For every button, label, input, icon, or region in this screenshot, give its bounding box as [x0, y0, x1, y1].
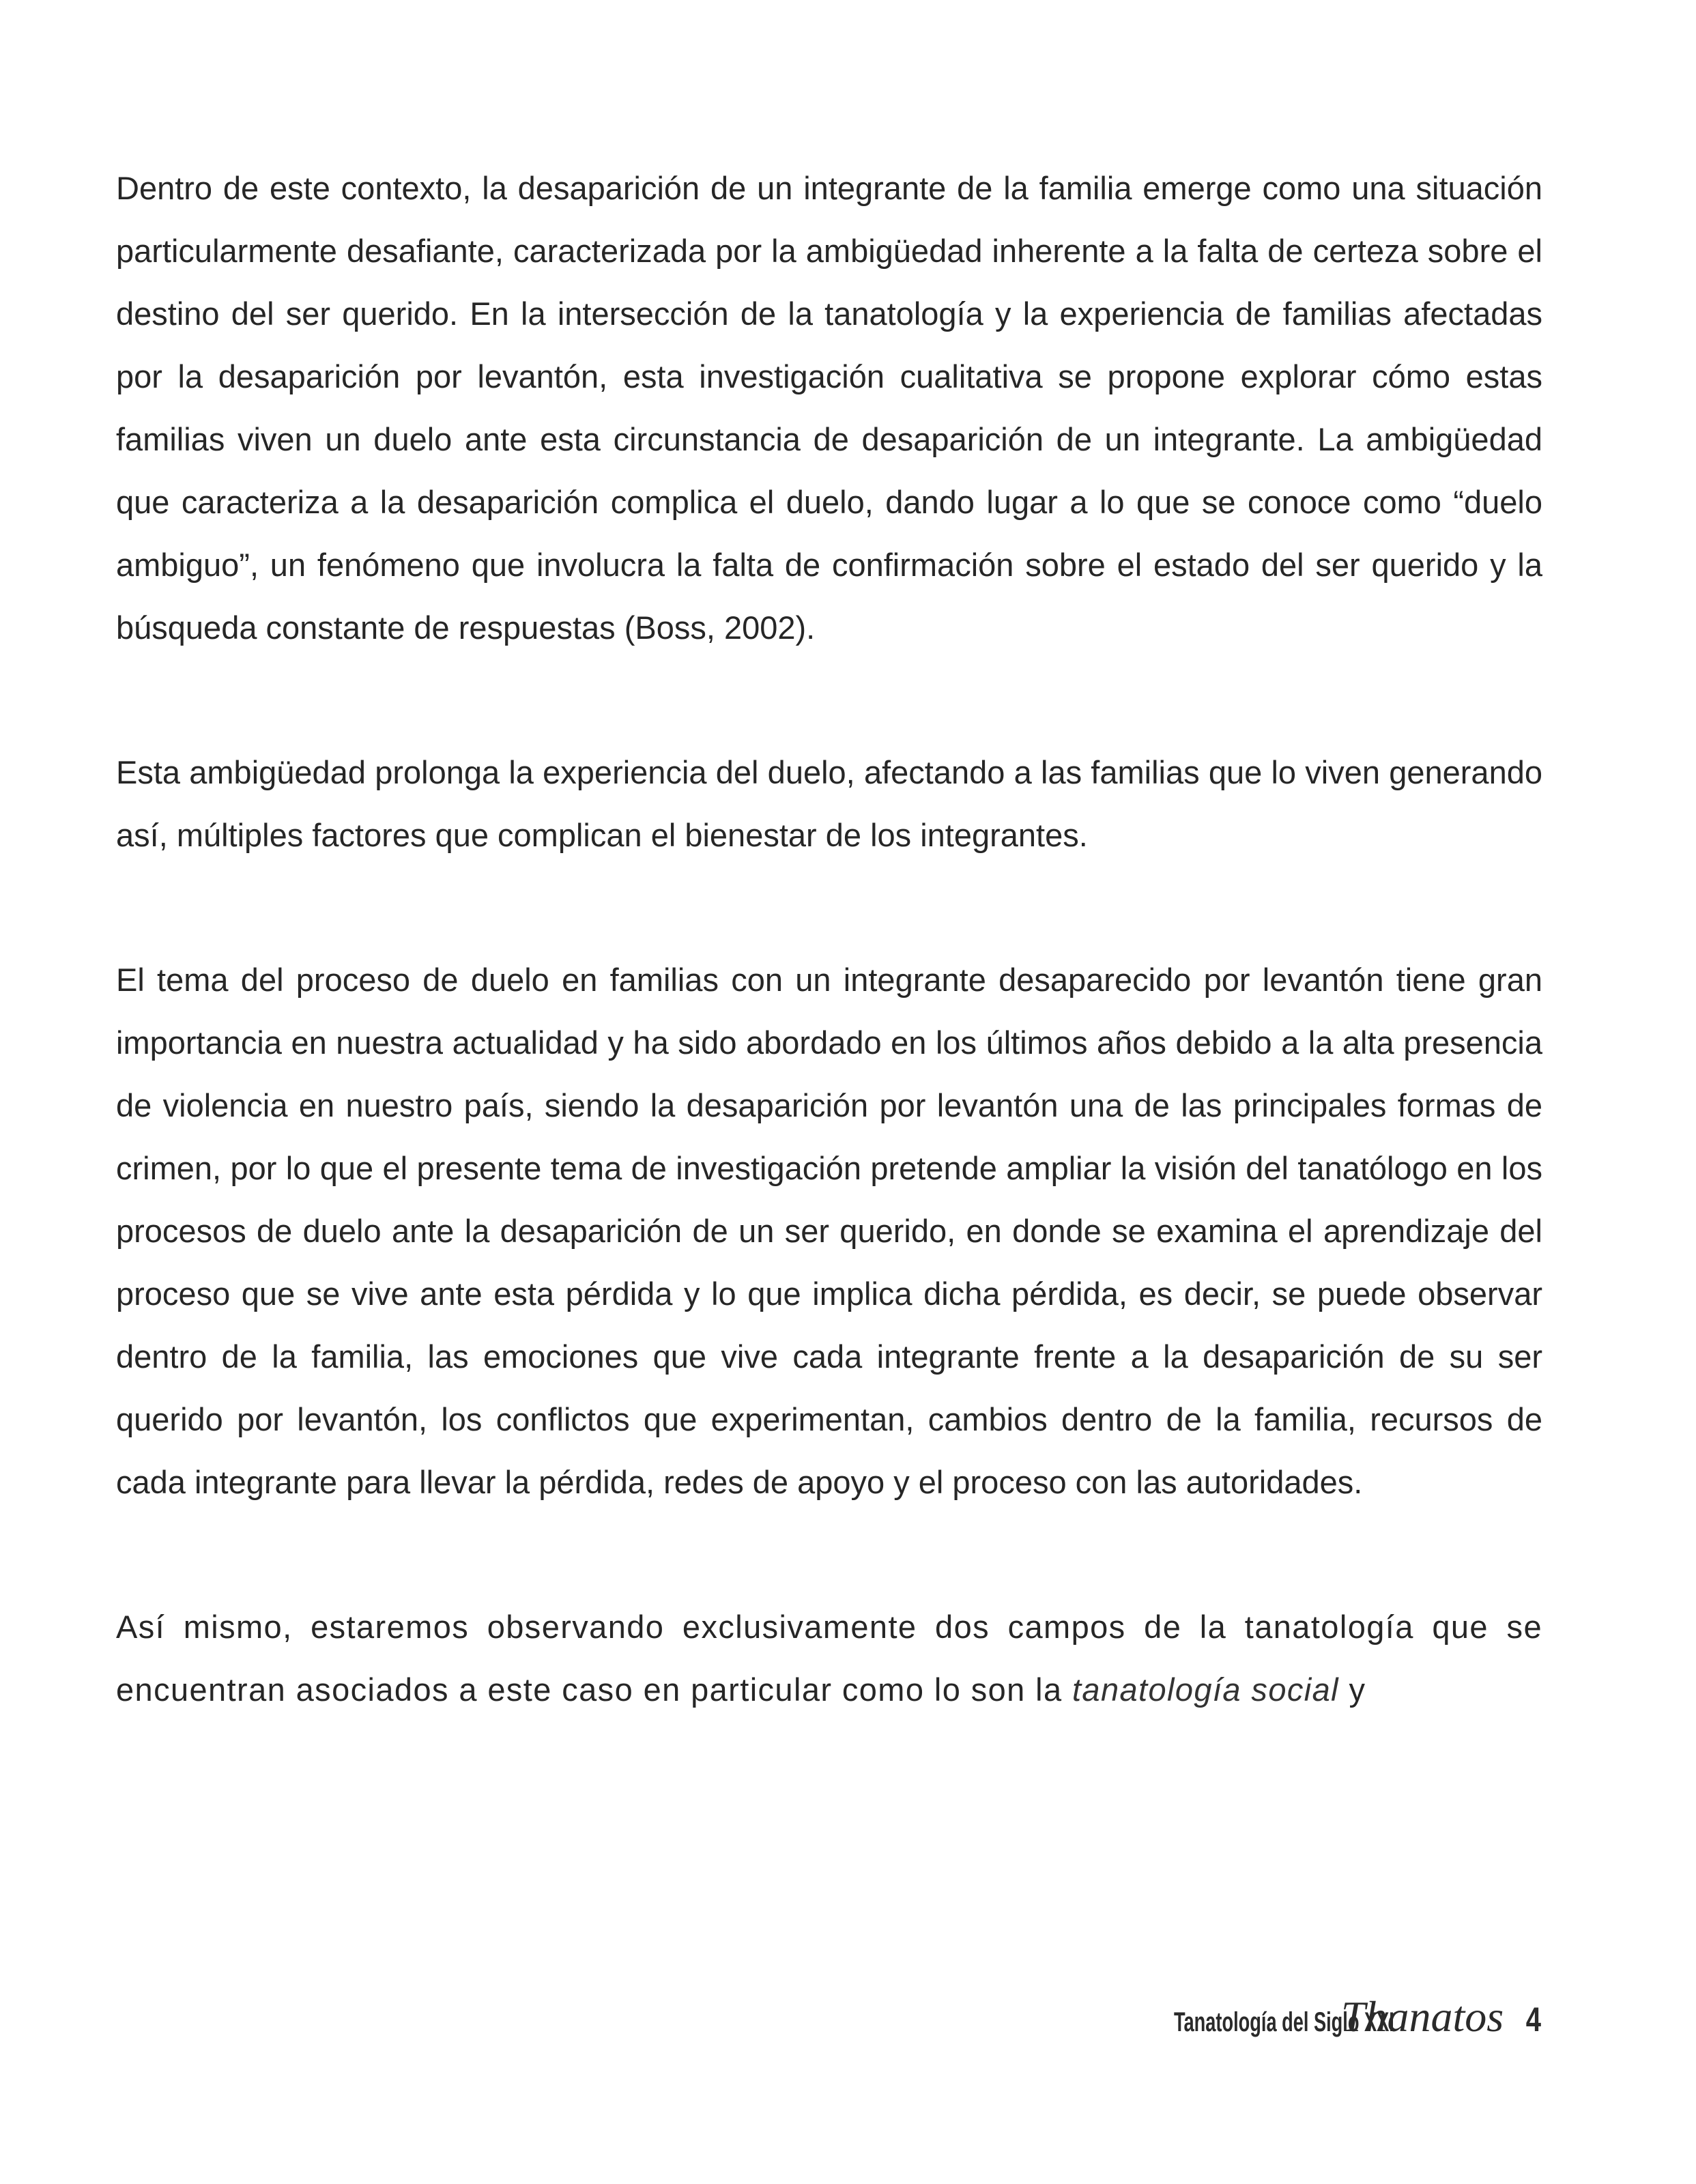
- brand-logo: Thanatos: [1340, 1992, 1504, 2041]
- journal-name: Tanatología del Siglo XXI: [1173, 2007, 1394, 2037]
- paragraph-4: [116, 1596, 1542, 1721]
- paragraph-4-text: Así mismo, estaremos observando exclusivamente dos campos de la tanatología que se encuentran asociados a este caso en particular como lo son la: [116, 1609, 1542, 1708]
- body-text: [116, 157, 1542, 1721]
- paragraph-4-italic-term: tanatología social: [1072, 1671, 1339, 1708]
- page-footer: [1070, 1992, 1543, 2042]
- paragraph-1: Dentro de este contexto, la desaparición de un integrante de la familia emerge como una situación particularmente desafiante, caracterizada por la ambigüedad inherente a la falta de certeza sobre el destino del ser querido. En la intersección de la tanatología y la experiencia de familias afectadas por la desaparición por levantón, esta investigación cualitativa se propone explorar cómo estas familias viven un duelo ante esta circunstancia de desaparición de un integrante. La ambigüedad que caracteriza a la desaparición complica el duelo, dando lugar a lo que se conoce como “duelo ambiguo”, un fenómeno que involucra la falta de confirmación sobre el estado del ser querido y la búsqueda constante de respuestas (Boss, 2002).: [116, 170, 1542, 646]
- paragraph-3: El tema del proceso de duelo en familias con un integrante desaparecido por levantón tiene gran importancia en nuestra actualidad y ha sido abordado en los últimos años debido a la alta presencia de violencia en nuestro país, siendo la desaparición por levantón una de las principales formas de crimen, por lo que el presente tema de investigación pretende ampliar la visión del tanatólogo en los procesos de duelo ante la desaparición de un ser querido, en donde se examina el aprendizaje del proceso que se vive ante esta pérdida y lo que implica dicha pérdida, es decir, se puede observar dentro de la familia, las emociones que vive cada integrante frente a la desaparición de su ser querido por levantón, los conflictos que experimentan, cambios dentro de la familia, recursos de cada integrante para llevar la pérdida, redes de apoyo y el proceso con las autoridades.: [116, 962, 1542, 1500]
- paragraph-2: Esta ambigüedad prolonga la experiencia del duelo, afectando a las familias que lo viven generando así, múltiples factores que complican el bienestar de los integrantes.: [116, 754, 1542, 853]
- paragraph-4-tail: y: [1338, 1671, 1366, 1708]
- page-number: 4: [1525, 2000, 1542, 2039]
